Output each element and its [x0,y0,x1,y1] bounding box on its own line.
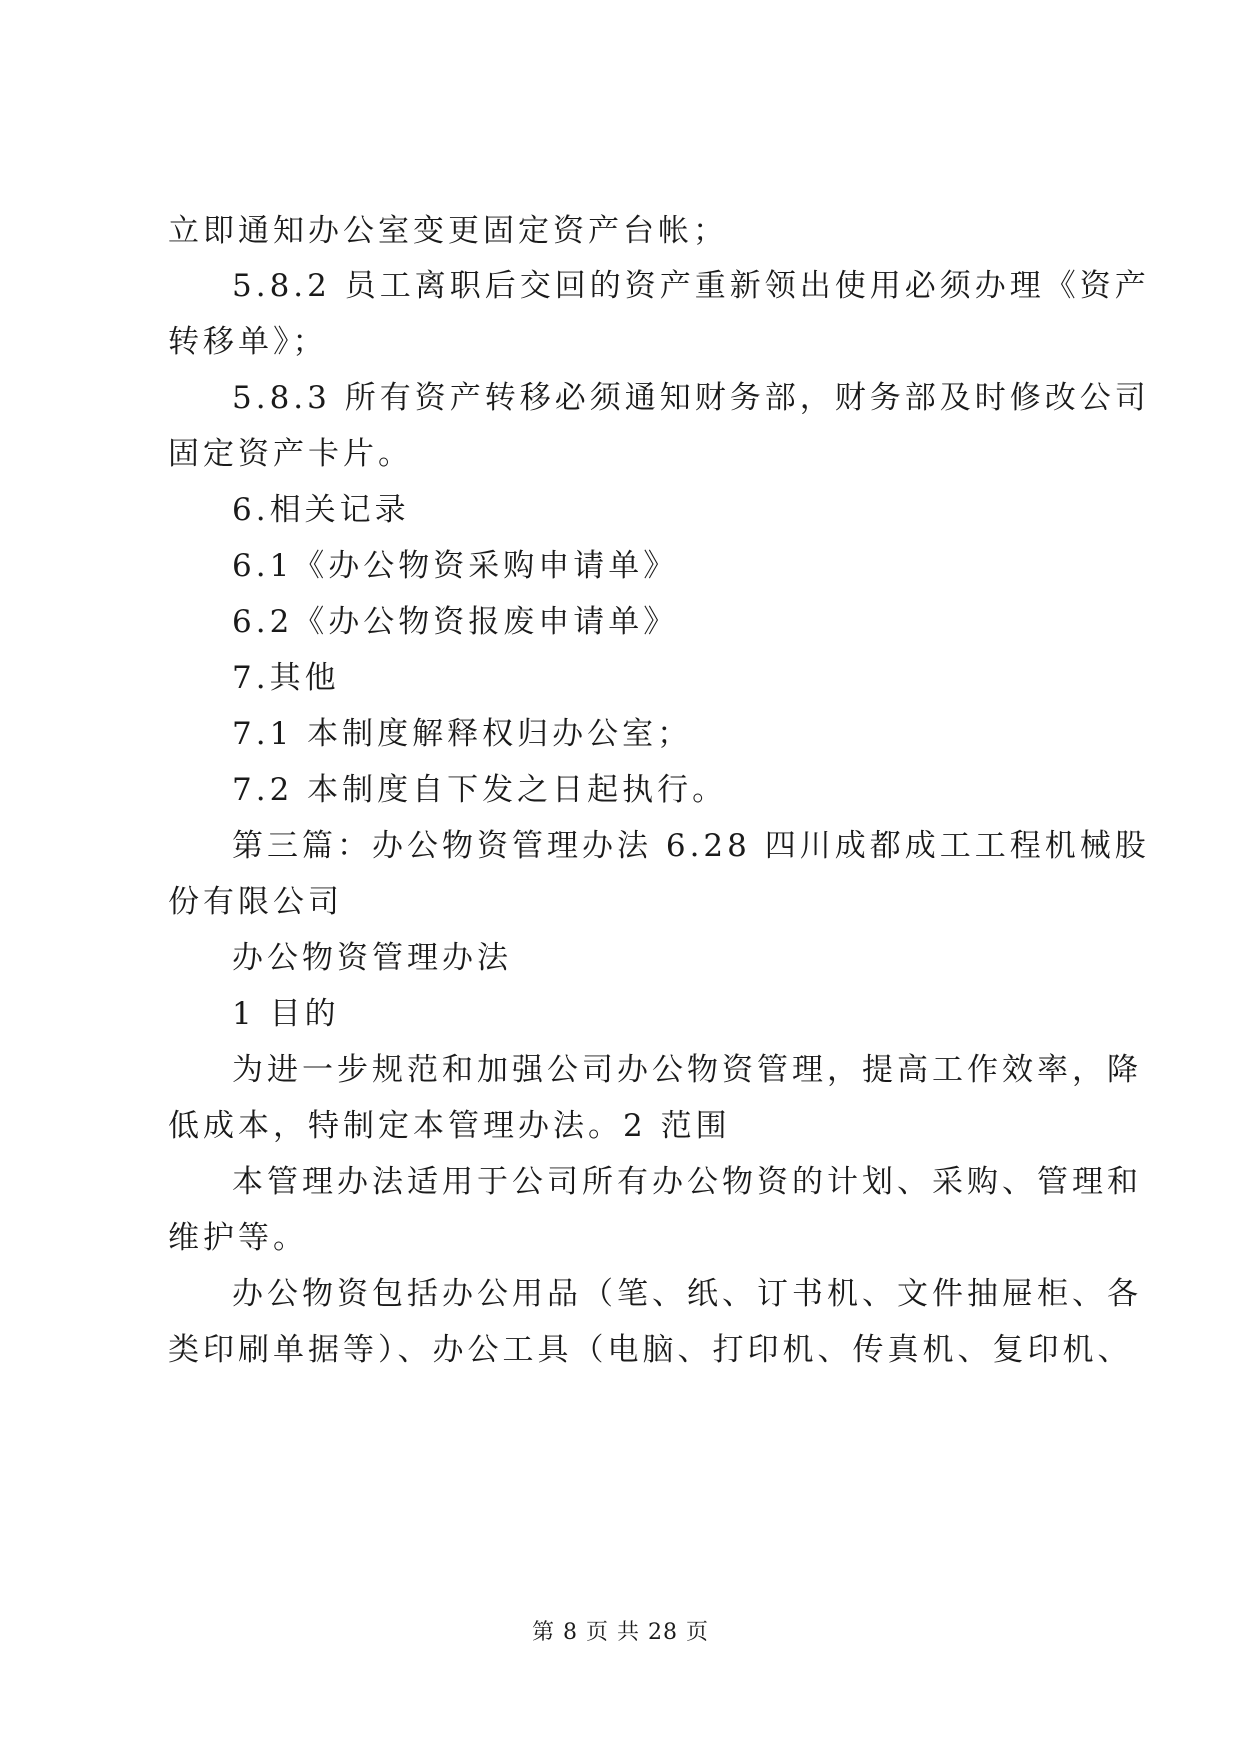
chapter-title: 第三篇：办公物资管理办法 6.28 四川成都成工工程机械股 [232,828,1150,864]
document-title: 办公物资管理办法 [232,940,512,976]
text-line: 办公物资包括办公用品（笔、纸、订书机、文件抽屉柜、各 [232,1276,1142,1312]
text-line: 为进一步规范和加强公司办公物资管理，提高工作效率，降 [232,1052,1142,1088]
text-line: 固定资产卡片。 [168,436,413,472]
section-heading: 6.相关记录 [232,492,410,528]
text-line: 6.2《办公物资报废申请单》 [232,604,679,640]
text-line: 7.2 本制度自下发之日起执行。 [232,772,728,808]
section-heading: 7.其他 [232,660,340,696]
text-line: 立即通知办公室变更固定资产台帐； [168,213,728,249]
text-line: 5.8.2 员工离职后交回的资产重新领出使用必须办理《资产 [232,268,1150,304]
text-line: 转移单》； [168,324,328,360]
text-line: 低成本，特制定本管理办法。2 范围 [168,1108,731,1144]
text-line: 本管理办法适用于公司所有办公物资的计划、采购、管理和 [232,1164,1142,1200]
text-line: 5.8.3 所有资产转移必须通知财务部，财务部及时修改公司 [232,380,1150,416]
chapter-title: 份有限公司 [168,884,343,920]
page-footer: 第 8 页 共 28 页 [532,1620,709,1645]
text-line: 维护等。 [168,1220,308,1256]
text-line: 6.1《办公物资采购申请单》 [232,548,679,584]
text-line: 7.1 本制度解释权归办公室； [232,716,693,752]
section-heading: 1 目的 [232,996,340,1032]
text-line: 类印刷单据等）、办公工具（电脑、打印机、传真机、复印机、 [168,1332,1133,1368]
